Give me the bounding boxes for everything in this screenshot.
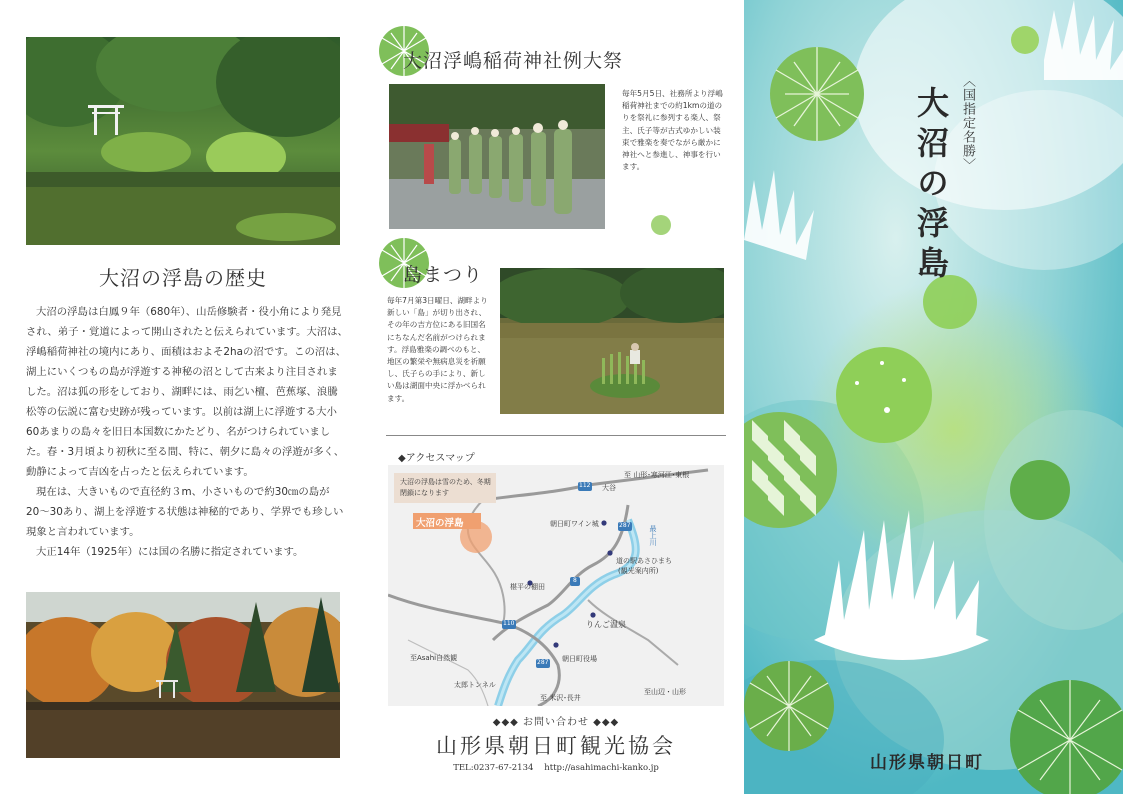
access-map [388,465,724,706]
cover-town: 山形県朝日町 [870,753,984,773]
organization-name: 山形県朝日町観光協会 [436,734,676,758]
map-label-to-yamagata: 至 山形･寒河江･東根 [624,471,690,479]
map-label-michinoeki: 道の駅あさひまち [616,557,672,565]
road-to-onsen [588,600,678,665]
map-label-taro-tunnel: 太郎トンネル [454,681,496,689]
history-paragraph: 現在は、大きいもので直径約３m、小さいもので約30㎝の島が20〜30あり、湖上を浮遊する状態は神秘的であり、学界でも珍しい現象と言われています。 [26,486,344,538]
contact-tel: TEL:0237-67-2134 [453,763,534,773]
section-divider [386,435,726,436]
route-8-label: 8 [573,577,577,584]
cover-title: 大沼の浮島 [912,86,950,286]
contact-url[interactable]: http://asahimachi-kanko.jp [544,763,659,773]
history-title: 大沼の浮島の歴史 [99,266,267,290]
route-112-label: 112 [579,482,591,489]
history-paragraph: 大沼の浮島は白鳳９年（680年）、山岳修験者・役小角により発見され、弟子・覚道によって開山されたと伝えられています。大沼は、浮嶋稲荷神社の境内にあり、面積はおよそ2haの沼です。この沼は、湖上にいくつもの島が浮遊する神秘の沼として古来より注目されました。沼は狐の形をしており、湖畔には、雨乞い檀、芭蕉塚、浪騰松等の伝説に富む史跡が残っています。以前は湖上に浮遊する大小60あまりの島々を旧日本国数にかたどり、名がつけられていました。春・3月頃より初秋に至る間、特に、朝夕に島々の浮遊が多く、動静によって吉凶を占ったと伝えられています。 [26,306,348,478]
map-label-michinoeki-sub: (観光案内所) [618,567,659,575]
small-green-dot-icon [650,214,672,236]
map-notice: 大沼の浮島は雪のため、冬期閉鎖になります [400,478,491,497]
shima-title: 島まつり [403,264,484,286]
map-label-to-yonezawa: 至 米沢･長井 [540,694,581,702]
shima-festival-photo [500,268,724,414]
map-label-tanada: 椹平の棚田 [510,583,545,591]
map-label-winery: 朝日町ワイン城 [550,520,599,528]
map-label-ringo-onsen: りんご温泉 [586,620,626,629]
map-label-yakuba: 朝日町役場 [562,655,597,663]
road-asahi [408,640,488,706]
autumn-lake-photo [26,592,340,758]
map-label-ootani: 大谷 [602,484,616,492]
history-paragraph: 大正14年（1925年）には国の名勝に指定されています。 [36,546,304,558]
map-label-to-yamanobe: 至山辺・山形 [644,688,686,696]
route-287-label: 287 [619,522,631,529]
contact-line [386,763,726,773]
shima-text: 毎年7月第3日曜日、湖畔より新しい「島」が切り出され、その年の吉方位にある旧国名にちなんだ名前がつけられます。浮島雅楽の調べのもと、地区の繁栄や無病息災を祈願し、氏子らの手により、新しい島は湖面中央に浮かべられます。 [387,296,488,403]
route-287b-label: 287 [537,659,549,666]
festival-title: 大沼浮嶋稲荷神社例大祭 [403,50,624,72]
lake-shrine-photo [26,37,340,245]
cover-subtitle: 〈国指定名勝〉 [960,74,975,172]
map-destination-label: 大沼の浮島 [416,518,464,529]
festival-text: 毎年5月5日、社務所より浮嶋稲荷神社までの約1kmの道のりを祭礼に参列する楽人、祭主、氏子等が古式ゆかしい装束で雅楽を奏でながら厳かに神社へと参進し、神事を行います。 [622,89,723,172]
map-label-to-asahi-shizen: 至Asahi自然観 [410,654,458,662]
map-label-mogamigawa: 最上川 [649,525,657,546]
festival-procession-photo [389,84,605,229]
contact-label: ◆◆◆ お問い合わせ ◆◆◆ [492,717,620,728]
history-body [26,302,348,562]
access-map-title: ◆アクセスマップ [398,453,475,464]
route-110-label: 110 [503,620,515,627]
